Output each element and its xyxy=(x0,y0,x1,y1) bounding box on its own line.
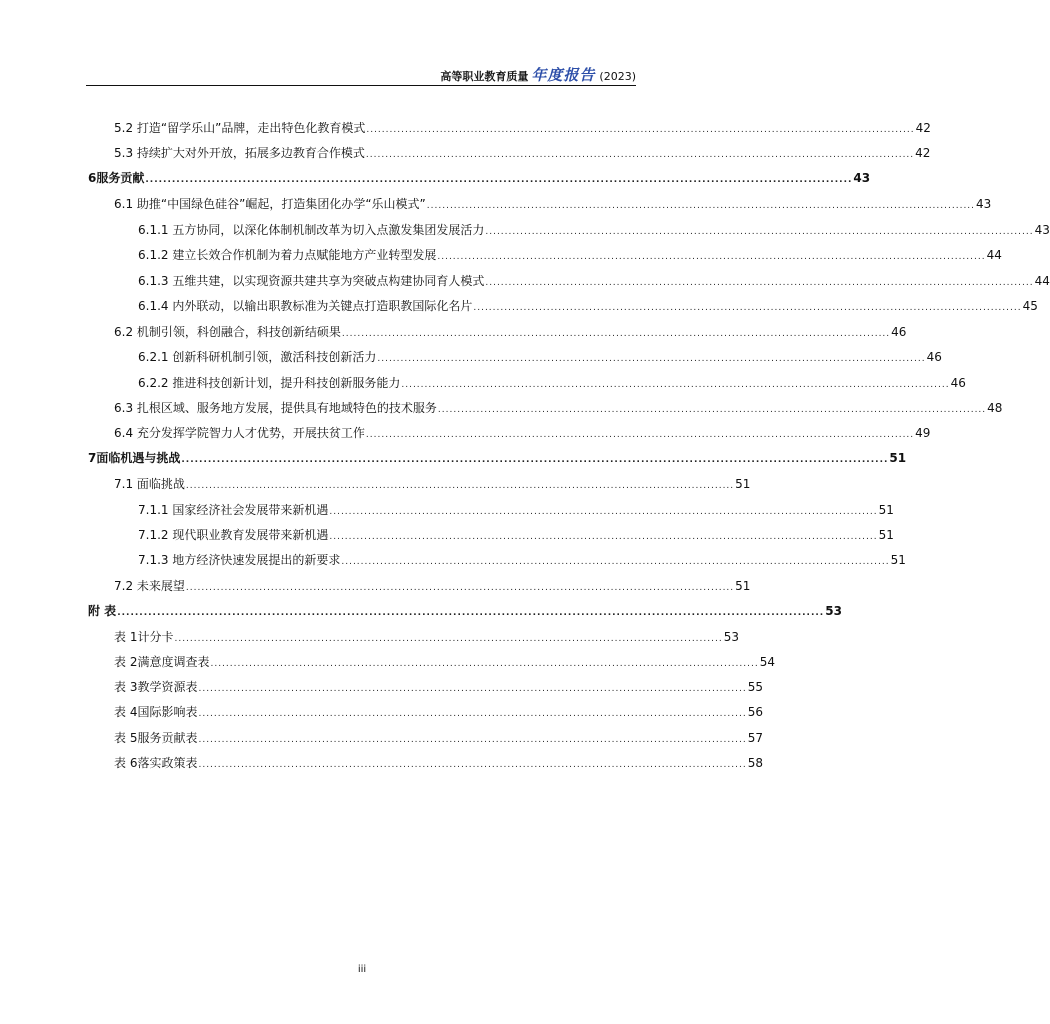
toc-entry[interactable] xyxy=(138,500,894,520)
toc-chapter[interactable] xyxy=(88,448,907,468)
header-text xyxy=(440,64,636,85)
toc-chapter-title: 服务贡献 xyxy=(96,171,145,185)
toc-entry[interactable] xyxy=(114,576,751,596)
toc-table-page: 55 xyxy=(747,680,763,694)
toc-leader: .............................................................................................................................................. xyxy=(329,507,878,517)
toc-entry-title: 6.3 扎根区域、服务地方发展，提供具有地域特色的技术服务 xyxy=(114,401,437,415)
toc-entry-title: 5.3 持续扩大对外开放，拓展多边教育合作模式 xyxy=(114,146,365,160)
toc-leader: .............................................................................................................................................. xyxy=(210,659,759,669)
toc-table-title: 教学资源表 xyxy=(137,680,198,694)
toc-table-number: 表 2 xyxy=(114,655,138,669)
toc-table-entry[interactable] xyxy=(114,753,763,773)
toc-entry-page: 43 xyxy=(976,197,992,211)
toc-entry-title: 6.1.2 建立长效合作机制为着力点赋能地方产业转型发展 xyxy=(138,248,437,262)
toc-leader: .............................................................................................................................................. xyxy=(365,430,915,440)
header-title: 高等职业教育质量 xyxy=(440,70,529,83)
toc-entry-title: 7.2 未来展望 xyxy=(114,579,185,593)
toc-entry[interactable] xyxy=(138,373,966,393)
toc-entry[interactable] xyxy=(138,220,1050,240)
toc-entry-page: 48 xyxy=(987,401,1003,415)
toc-entry-title: 6.2 机制引领，科创融合，科技创新结硕果 xyxy=(114,325,341,339)
toc-entry[interactable] xyxy=(138,525,894,545)
toc-entry-page: 44 xyxy=(1034,274,1050,288)
toc-entry-page: 43 xyxy=(1034,223,1050,237)
toc-entry[interactable] xyxy=(138,347,942,367)
toc-leader: .............................................................................................................................................. xyxy=(198,735,747,745)
toc-leader: .............................................................................................................................................. xyxy=(198,760,747,770)
toc-entry-page: 42 xyxy=(915,146,931,160)
toc-table-entry[interactable] xyxy=(114,677,763,697)
toc-entry-title: 6.4 充分发挥学院智力人才优势，开展扶贫工作 xyxy=(114,426,365,440)
toc-entry[interactable] xyxy=(138,296,1038,316)
toc-table-page: 58 xyxy=(747,756,763,770)
toc-entry-page: 51 xyxy=(735,477,751,491)
toc-entry-title: 7.1.2 现代职业教育发展带来新机遇 xyxy=(138,528,329,542)
toc-leader: ................................................................................................................................................................ xyxy=(145,175,853,185)
toc-leader: ................................................................................................................................................................ xyxy=(181,455,889,465)
toc-chapter-number: 7 xyxy=(88,451,97,465)
toc-entry-title: 5.2 打造“留学乐山”品牌，走出特色化教育模式 xyxy=(114,121,366,135)
toc-entry[interactable] xyxy=(114,474,751,494)
toc-table-entry[interactable] xyxy=(114,728,763,748)
toc-leader: .............................................................................................................................................. xyxy=(426,201,976,211)
toc-table-entry[interactable] xyxy=(114,702,763,722)
toc-table-number: 表 6 xyxy=(114,756,138,770)
toc-table-title: 计分卡 xyxy=(137,630,174,644)
header-brand-logo: 年度报告 xyxy=(531,66,596,84)
toc-leader: .............................................................................................................................................. xyxy=(437,252,986,262)
toc-entry[interactable] xyxy=(114,143,931,163)
toc-chapter[interactable] xyxy=(88,601,842,621)
toc-chapter-page: 53 xyxy=(825,604,842,618)
toc-entry-title: 7.1.3 地方经济快速发展提出的新要求 xyxy=(138,553,341,567)
toc-chapter[interactable] xyxy=(88,168,871,188)
toc-entry-page: 51 xyxy=(878,503,894,517)
toc-table-entry[interactable] xyxy=(114,652,775,672)
toc-entry[interactable] xyxy=(114,398,1003,418)
toc-leader: .............................................................................................................................................. xyxy=(365,150,915,160)
toc-leader: ................................................................................................................................................................ xyxy=(117,608,825,618)
toc-entry-page: 45 xyxy=(1022,299,1038,313)
toc-table-title: 服务贡献表 xyxy=(137,731,198,745)
toc-entry-page: 51 xyxy=(890,553,906,567)
toc-table-number: 表 5 xyxy=(114,731,138,745)
toc-leader: .............................................................................................................................................. xyxy=(473,303,1022,313)
toc-table-title: 国际影响表 xyxy=(137,705,198,719)
toc-leader: .............................................................................................................................................. xyxy=(174,634,723,644)
toc-leader: .............................................................................................................................................. xyxy=(485,278,1034,288)
toc-entry-title: 6.2.2 推进科技创新计划，提升科技创新服务能力 xyxy=(138,376,401,390)
toc-table-number: 表 1 xyxy=(114,630,138,644)
toc-entry-page: 46 xyxy=(926,350,942,364)
toc-chapter-title: 面临机遇与挑战 xyxy=(96,451,181,465)
toc-leader: .............................................................................................................................................. xyxy=(485,227,1034,237)
toc-entry-page: 46 xyxy=(891,325,907,339)
toc-entry[interactable] xyxy=(114,118,931,138)
toc-entry[interactable] xyxy=(138,245,1002,265)
toc-leader: .............................................................................................................................................. xyxy=(341,557,890,567)
toc-leader: .............................................................................................................................................. xyxy=(185,583,735,593)
toc-table-title: 落实政策表 xyxy=(137,756,198,770)
toc-entry-title: 6.1.3 五维共建，以实现资源共建共享为突破点构建协同育人模式 xyxy=(138,274,485,288)
toc-leader: .............................................................................................................................................. xyxy=(341,329,891,339)
toc-entry-title: 6.1.1 五方协同，以深化体制机制改革为切入点激发集团发展活力 xyxy=(138,223,485,237)
toc-table-title: 满意度调查表 xyxy=(137,655,210,669)
toc-entry-page: 46 xyxy=(950,376,966,390)
page-header xyxy=(86,60,636,86)
toc-entry[interactable] xyxy=(114,322,907,342)
toc-table-page: 57 xyxy=(747,731,763,745)
toc-entry-page: 49 xyxy=(915,426,931,440)
toc-leader: .............................................................................................................................................. xyxy=(366,125,915,135)
page-number: iii xyxy=(357,964,367,975)
toc-leader: .............................................................................................................................................. xyxy=(377,354,926,364)
toc-chapter-page: 43 xyxy=(853,171,871,185)
toc-chapter-number: 6 xyxy=(88,171,97,185)
header-rule xyxy=(86,85,636,86)
toc-entry[interactable] xyxy=(138,550,906,570)
toc-entry-title: 6.1.4 内外联动，以输出职教标准为关键点打造职教国际化名片 xyxy=(138,299,473,313)
toc-table-page: 53 xyxy=(723,630,739,644)
toc-entry-title: 6.2.1 创新科研机制引领，激活科技创新活力 xyxy=(138,350,377,364)
toc-entry[interactable] xyxy=(114,423,931,443)
toc-table-page: 54 xyxy=(759,655,775,669)
toc-entry-title: 6.1 助推“中国绿色硅谷”崛起，打造集团化办学“乐山模式” xyxy=(114,197,426,211)
toc-entry[interactable] xyxy=(114,194,992,214)
toc-table-entry[interactable] xyxy=(114,627,739,647)
toc-entry-title: 7.1 面临挑战 xyxy=(114,477,185,491)
toc-leader: .............................................................................................................................................. xyxy=(437,405,987,415)
toc-table-number: 表 3 xyxy=(114,680,138,694)
toc-leader: .............................................................................................................................................. xyxy=(185,481,735,491)
toc-table-page: 56 xyxy=(747,705,763,719)
toc-entry-page: 51 xyxy=(878,528,894,542)
header-year: (2023) xyxy=(599,70,636,83)
toc-table-number: 表 4 xyxy=(114,705,138,719)
toc-entry-page: 51 xyxy=(735,579,751,593)
toc-leader: .............................................................................................................................................. xyxy=(198,684,747,694)
toc-entry-page: 42 xyxy=(915,121,931,135)
toc-entry[interactable] xyxy=(138,271,1050,291)
toc-leader: .............................................................................................................................................. xyxy=(401,380,950,390)
toc-leader: .............................................................................................................................................. xyxy=(329,532,878,542)
toc-chapter-title: 附 表 xyxy=(88,604,117,618)
toc-leader: .............................................................................................................................................. xyxy=(198,709,747,719)
toc-entry-title: 7.1.1 国家经济社会发展带来新机遇 xyxy=(138,503,329,517)
toc-chapter-page: 51 xyxy=(889,451,907,465)
toc-entry-page: 44 xyxy=(986,248,1002,262)
